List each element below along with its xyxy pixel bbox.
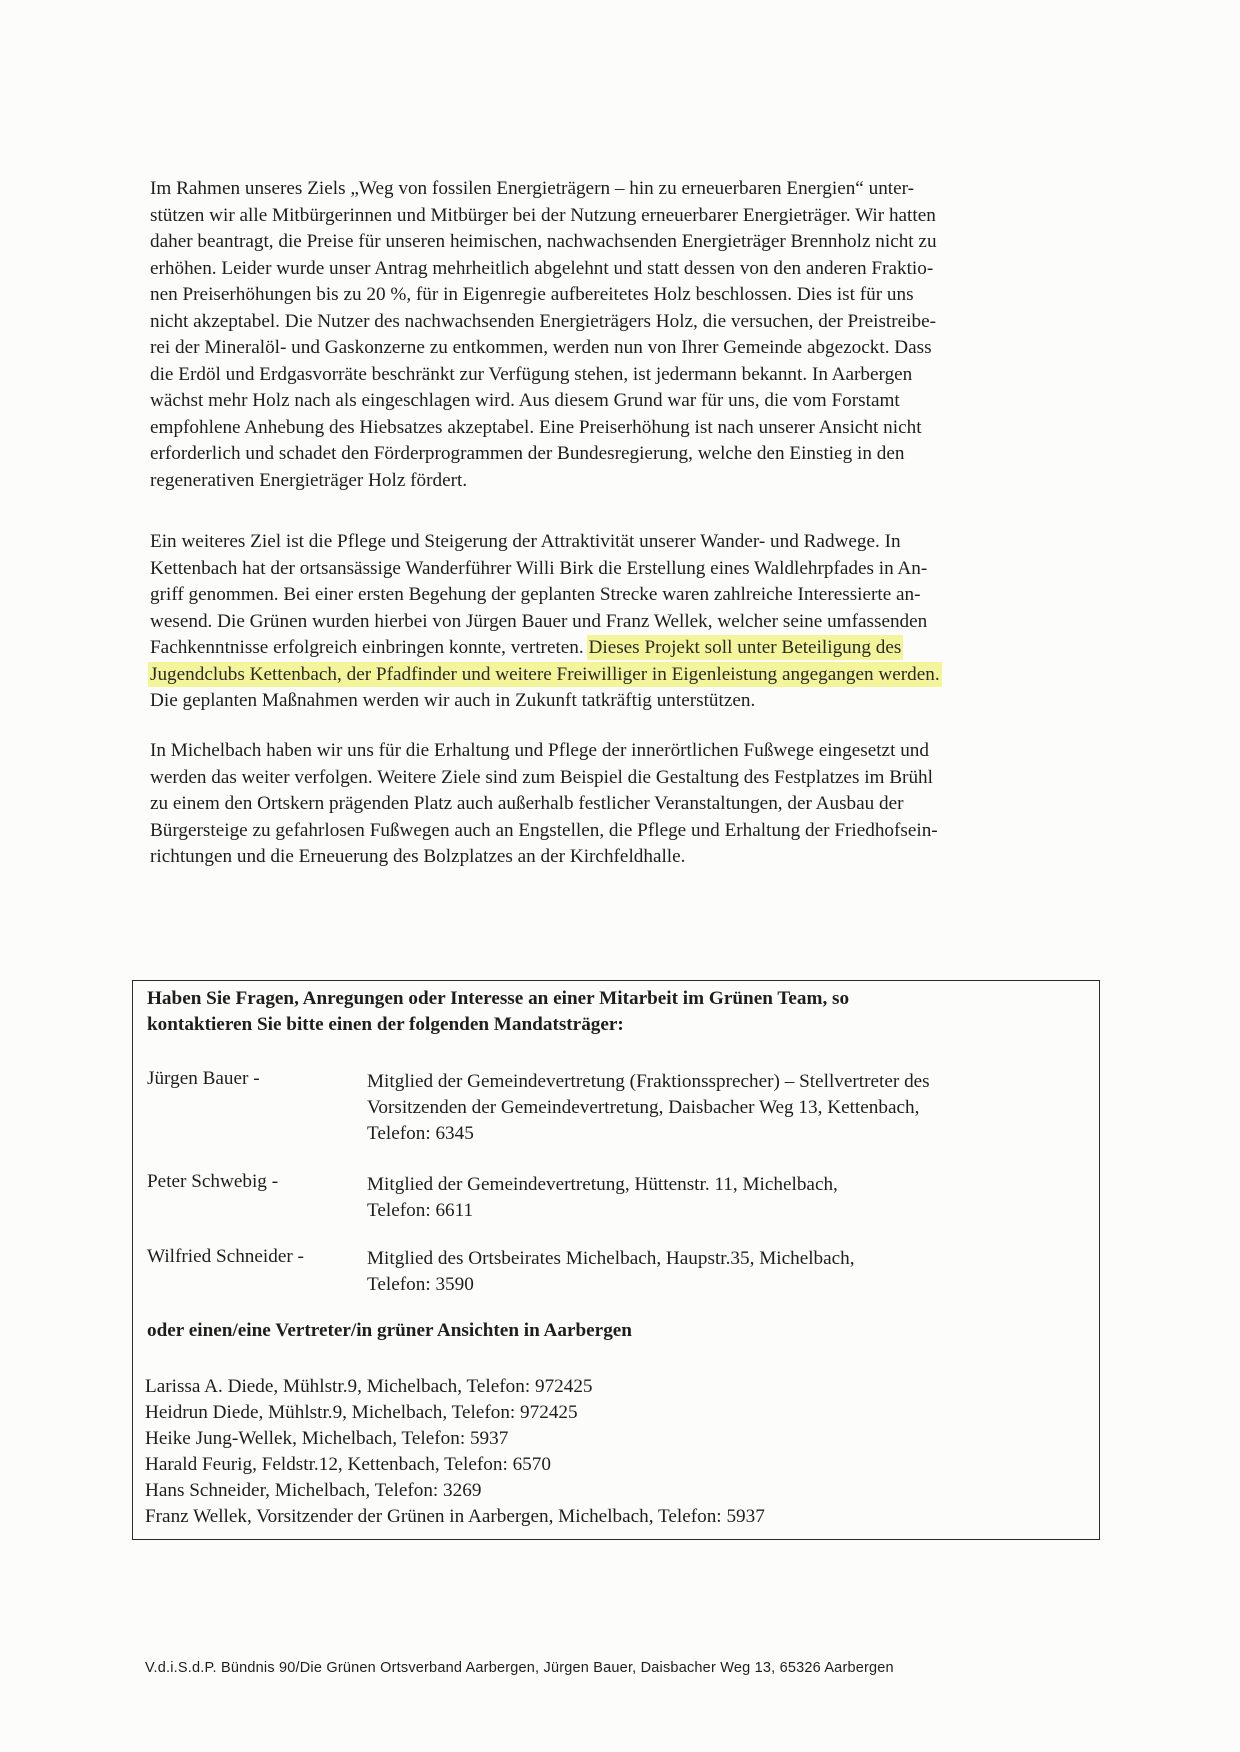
representative-name: Peter Schwebig - bbox=[147, 1171, 279, 1192]
representative-details bbox=[367, 1172, 1087, 1224]
text-line: Kettenbach hat der ortsansässige Wanderführer Willi Birk die Erstellung eines Waldlehrpfades in An- bbox=[150, 557, 928, 579]
paragraph-footpaths bbox=[150, 738, 1090, 871]
text-line: Telefon: 3590 bbox=[367, 1274, 474, 1295]
text-line: Telefon: 6611 bbox=[367, 1200, 474, 1221]
text-line bbox=[150, 662, 1090, 689]
text-line: nicht akzeptabel. Die Nutzer des nachwachsenden Energieträgers Holz, die versuchen, der Preistreibe- bbox=[150, 310, 936, 332]
text-line: erhöhen. Leider wurde unser Antrag mehrheitlich abgelehnt und statt dessen von den anderen Fraktio- bbox=[150, 257, 934, 279]
text-line: Im Rahmen unseres Ziels „Weg von fossilen Energieträgern – hin zu erneuerbaren Energien“ unter- bbox=[150, 178, 915, 199]
representative-name: Wilfried Schneider - bbox=[147, 1246, 304, 1267]
highlighted-text: Dieses Projekt soll unter Beteiligung des bbox=[588, 637, 902, 658]
text-line: richtungen und die Erneuerung des Bolzplatzes an der Kirchfeldhalle. bbox=[150, 846, 686, 867]
text-line: die Erdöl und Erdgasvorräte beschränkt zur Verfügung stehen, ist jedermann bekannt. In Aarbergen bbox=[150, 363, 913, 385]
contact-entry: Hans Schneider, Michelbach, Telefon: 3269 bbox=[145, 1480, 482, 1501]
other-contacts-list bbox=[145, 1374, 765, 1530]
contact-heading: Haben Sie Fragen, Anregungen oder Interesse an einer Mitarbeit im Grünen Team, so bbox=[147, 988, 850, 1009]
contact-entry: Heike Jung-Wellek, Michelbach, Telefon: 5937 bbox=[145, 1428, 509, 1449]
text-line: Mitglied der Gemeindevertretung, Hüttenstr. 11, Michelbach, bbox=[367, 1174, 838, 1195]
text-line: Die geplanten Maßnahmen werden wir auch in Zukunft tatkräftig unterstützen. bbox=[150, 690, 756, 711]
text-line: Bürgersteige zu gefahrlosen Fußwegen auch an Engstellen, die Pflege und Erhaltung der Friedhofsein- bbox=[150, 819, 938, 841]
text-line: daher beantragt, die Preise für unseren heimischen, nachwachsenden Energieträger Brennholz nicht zu bbox=[150, 231, 937, 252]
text-line: In Michelbach haben wir uns für die Erhaltung und Pflege der innerörtlichen Fußwege eingesetzt und bbox=[150, 740, 929, 761]
text-line bbox=[150, 635, 1090, 662]
representative-name: Jürgen Bauer - bbox=[147, 1068, 260, 1089]
text-line: Mitglied des Ortsbeirates Michelbach, Haupstr.35, Michelbach, bbox=[367, 1248, 855, 1269]
highlighted-text: Jugendclubs Kettenbach, der Pfadfinder und weitere Freiwilliger in Eigenleistung angegangen werden. bbox=[150, 663, 940, 685]
text-line: nen Preiserhöhungen bis zu 20 %, für in Eigenregie aufbereitetes Holz beschlossen. Dies ist für uns bbox=[150, 284, 914, 305]
text-line: rei der Mineralöl- und Gaskonzerne zu entkommen, werden nun von Ihrer Gemeinde abgezockt. Dass bbox=[150, 337, 932, 358]
representative-details bbox=[367, 1246, 1087, 1298]
text-line: Telefon: 6345 bbox=[367, 1123, 474, 1144]
paragraph-hiking-trails bbox=[150, 529, 1090, 715]
contact-entry: Franz Wellek, Vorsitzender der Grünen in Aarbergen, Michelbach, Telefon: 5937 bbox=[145, 1506, 765, 1527]
text-line: wesend. Die Grünen wurden hierbei von Jürgen Bauer und Franz Wellek, welcher seine umfassenden bbox=[150, 610, 928, 632]
contact-heading: kontaktieren Sie bitte einen der folgenden Mandatsträger: bbox=[147, 1014, 624, 1035]
text-line: werden das weiter verfolgen. Weitere Ziele sind zum Beispiel die Gestaltung des Festplatzes im Brühl bbox=[150, 766, 933, 788]
legal-footer: V.d.i.S.d.P. Bündnis 90/Die Grünen Ortsverband Aarbergen, Jürgen Bauer, Daisbacher Weg 13, 65326 Aarbergen bbox=[145, 1660, 894, 1676]
paragraph-firewood-prices bbox=[150, 176, 1090, 494]
contact-box bbox=[132, 980, 1100, 1540]
text-line: regenerativen Energieträger Holz fördert. bbox=[150, 469, 468, 491]
text-line: Ein weiteres Ziel ist die Pflege und Steigerung der Attraktivität unserer Wander- und Radwege. In bbox=[150, 531, 901, 552]
contact-entry: Larissa A. Diede, Mühlstr.9, Michelbach, Telefon: 972425 bbox=[145, 1376, 593, 1397]
text-line: zu einem den Ortskern prägenden Platz auch außerhalb festlicher Veranstaltungen, der Ausbau der bbox=[150, 793, 904, 814]
other-contacts-heading: oder einen/eine Vertreter/in grüner Ansichten in Aarbergen bbox=[147, 1320, 632, 1341]
text-line: stützen wir alle Mitbürgerinnen und Mitbürger bei der Nutzung erneuerbarer Energieträger. Wir hatten bbox=[150, 204, 936, 226]
text-line: empfohlene Anhebung des Hiebsatzes akzeptabel. Eine Preiserhöhung ist nach unserer Ansicht nicht bbox=[150, 416, 922, 438]
text-line: wächst mehr Holz nach als eingeschlagen wird. Aus diesem Grund war für uns, die vom Forstamt bbox=[150, 390, 900, 411]
text-line: Mitglied der Gemeindevertretung (Fraktionssprecher) – Stellvertreter des bbox=[367, 1071, 930, 1092]
text-segment: Fachkenntnisse erfolgreich einbringen konnte, vertreten. bbox=[150, 637, 589, 658]
text-line: erforderlich und schadet den Förderprogrammen der Bundesregierung, welche den Einstieg in den bbox=[150, 443, 905, 464]
contact-entry: Harald Feurig, Feldstr.12, Kettenbach, Telefon: 6570 bbox=[145, 1454, 551, 1475]
text-line: griff genommen. Bei einer ersten Begehung der geplanten Strecke waren zahlreiche Interessierte an- bbox=[150, 584, 921, 605]
contact-entry: Heidrun Diede, Mühlstr.9, Michelbach, Telefon: 972425 bbox=[145, 1402, 578, 1423]
representative-details bbox=[367, 1069, 1087, 1147]
text-line: Vorsitzenden der Gemeindevertretung, Daisbacher Weg 13, Kettenbach, bbox=[367, 1097, 920, 1118]
